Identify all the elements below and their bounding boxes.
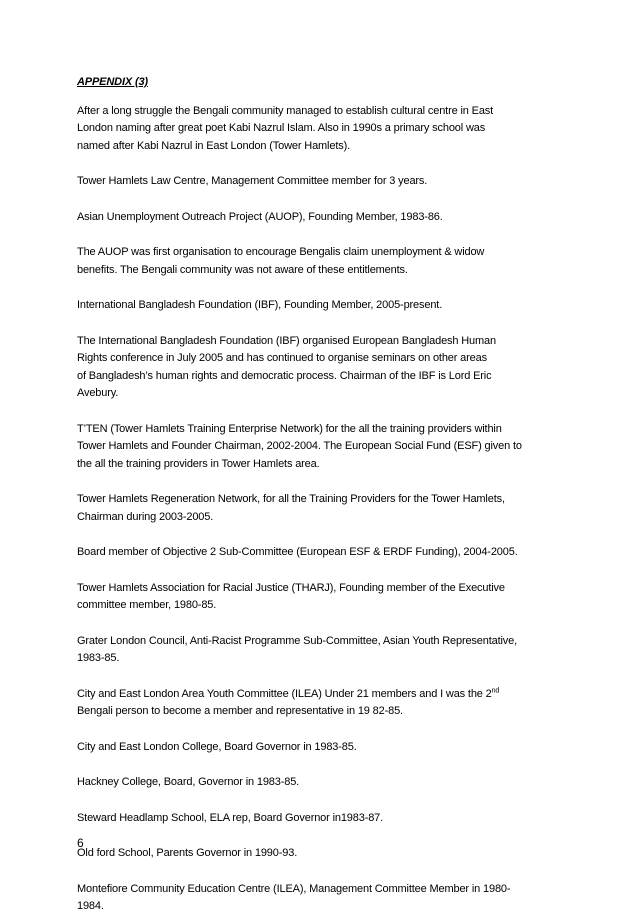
text-line: Board member of Objective 2 Sub-Committee (European ESF & ERDF Funding), 2004-2005. bbox=[77, 546, 518, 558]
text-line: After a long struggle the Bengali community managed to establish cultural centre in East bbox=[77, 104, 494, 117]
paragraph-city-east-london-college bbox=[77, 739, 567, 757]
paragraph-cultural-centre bbox=[77, 103, 567, 156]
page-number: 6 bbox=[77, 836, 84, 850]
paragraph-tten bbox=[77, 421, 567, 474]
text-line: Montefiore Community Education Centre (ILEA), Management Committee Member in 1980- bbox=[77, 882, 511, 895]
paragraph-hackney-college bbox=[77, 774, 567, 792]
text-line: T’TEN (Tower Hamlets Training Enterprise Network) for the all the training providers within bbox=[77, 422, 502, 435]
paragraph-tharj bbox=[77, 580, 567, 615]
paragraph-glc bbox=[77, 633, 567, 668]
paragraph-auop-detail bbox=[77, 244, 567, 279]
text-line: 1983-85. bbox=[77, 652, 120, 664]
text-line: City and East London College, Board Governor in 1983-85. bbox=[77, 740, 357, 753]
paragraph-ibf-detail bbox=[77, 333, 567, 403]
paragraph-youth-committee bbox=[77, 686, 567, 721]
document-page bbox=[77, 74, 567, 916]
text-line: committee member, 1980-85. bbox=[77, 599, 217, 611]
paragraph-law-centre bbox=[77, 173, 567, 191]
text-line: Rights conference in July 2005 and has continued to organise seminars on other areas bbox=[77, 352, 487, 364]
text-line: Tower Hamlets Law Centre, Management Committee member for 3 years. bbox=[77, 175, 428, 187]
text-line: Asian Unemployment Outreach Project (AUOP), Founding Member, 1983-86. bbox=[77, 210, 443, 223]
paragraph-regeneration-network bbox=[77, 491, 567, 526]
text-line: The AUOP was first organisation to encourage Bengalis claim unemployment & widow bbox=[77, 246, 485, 258]
text-line: 1984. bbox=[77, 900, 104, 912]
text-line: The International Bangladesh Foundation (IBF) organised European Bangladesh Human bbox=[77, 334, 496, 347]
text-line: Tower Hamlets Association for Racial Justice (THARJ), Founding member of the Executive bbox=[77, 581, 505, 594]
paragraph-ibf bbox=[77, 297, 567, 315]
text-line: International Bangladesh Foundation (IBF), Founding Member, 2005-present. bbox=[77, 299, 443, 311]
text-line: of Bangladesh’s human rights and democratic process. Chairman of the IBF is Lord Eric bbox=[77, 369, 492, 382]
text-line: Avebury. bbox=[77, 387, 119, 399]
appendix-heading: APPENDIX (3) bbox=[77, 76, 148, 88]
text-line bbox=[77, 686, 567, 704]
text-line: Grater London Council, Anti-Racist Programme Sub-Committee, Asian Youth Representative, bbox=[77, 634, 518, 647]
paragraph-steward-headlamp bbox=[77, 810, 567, 828]
text-line: Bengali person to become a member and representative in 19 82-85. bbox=[77, 705, 403, 717]
paragraph-auop bbox=[77, 209, 567, 227]
text-line: Hackney College, Board, Governor in 1983-85. bbox=[77, 776, 300, 788]
text-line: Tower Hamlets Regeneration Network, for all the Training Providers for the Tower Hamlets, bbox=[77, 493, 505, 505]
paragraph-old-ford-school bbox=[77, 845, 567, 863]
superscript-ordinal: nd bbox=[491, 686, 500, 694]
paragraph-objective-2 bbox=[77, 544, 567, 562]
text-line: Steward Headlamp School, ELA rep, Board Governor in1983-87. bbox=[77, 811, 384, 824]
paragraph-montefiore bbox=[77, 881, 567, 916]
text-line: Old ford School, Parents Governor in 1990-93. bbox=[77, 847, 298, 859]
text-line: named after Kabi Nazrul in East London (Tower Hamlets). bbox=[77, 139, 350, 152]
text-line: the all the training providers in Tower Hamlets area. bbox=[77, 457, 320, 470]
text-line: benefits. The Bengali community was not aware of these entitlements. bbox=[77, 263, 408, 276]
text-fragment: City and East London Area Youth Committee (ILEA) Under 21 members and I was the 2 bbox=[77, 687, 492, 700]
text-line: Tower Hamlets and Founder Chairman, 2002-2004. The European Social Fund (ESF) given to bbox=[77, 440, 522, 452]
text-line: Chairman during 2003-2005. bbox=[77, 510, 214, 523]
text-line: London naming after great poet Kabi Nazrul Islam. Also in 1990s a primary school was bbox=[77, 122, 486, 134]
